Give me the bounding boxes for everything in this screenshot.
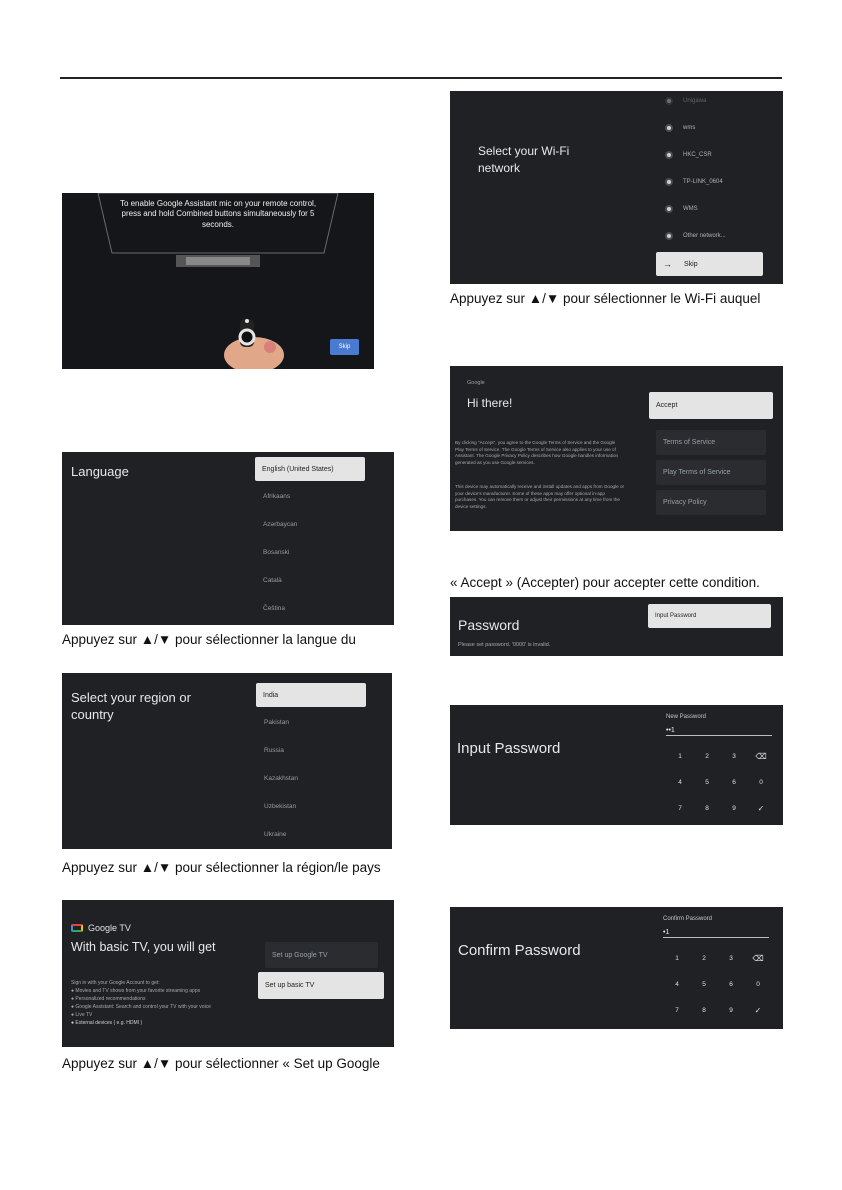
- region-option-selected[interactable]: India: [256, 683, 366, 707]
- googletv-title: With basic TV, you will get: [71, 940, 216, 954]
- language-option[interactable]: Čeština: [263, 605, 286, 612]
- keypad-key[interactable]: 8: [705, 805, 709, 812]
- language-caption: Appuyez sur ▲/▼ pour sélectionner la langue du: [62, 632, 356, 647]
- wifi-skip-button[interactable]: → Skip: [656, 252, 763, 276]
- new-password-field[interactable]: ••1: [666, 727, 772, 736]
- wifi-title: Select your Wi-Fi network: [478, 144, 570, 175]
- backspace-icon[interactable]: ⌫: [752, 954, 764, 963]
- input-password-button[interactable]: Input Password: [648, 604, 771, 628]
- wifi-icon: [665, 151, 673, 159]
- wifi-network-item[interactable]: wms: [665, 124, 695, 132]
- terms-title: Hi there!: [467, 396, 513, 410]
- keypad-key[interactable]: 2: [702, 955, 706, 962]
- language-option[interactable]: Azərbaycan: [263, 521, 298, 528]
- password-note: Please set password. '0000' is invalid.: [458, 642, 551, 648]
- keypad-key[interactable]: 5: [705, 779, 709, 786]
- skip-button[interactable]: Skip: [330, 339, 359, 355]
- wifi-caption: Appuyez sur ▲/▼ pour sélectionner le Wi-Fi auquel: [450, 291, 761, 306]
- region-option[interactable]: Uzbekistan: [264, 803, 297, 810]
- password-title: Password: [458, 617, 520, 633]
- confirm-password-field[interactable]: •1: [663, 929, 769, 938]
- keypad-key[interactable]: 3: [729, 955, 733, 962]
- keypad-key[interactable]: 0: [756, 981, 760, 988]
- remote-hand-graphic: [212, 313, 302, 369]
- wifi-network-item[interactable]: Other network...: [665, 232, 726, 240]
- wifi-network-item[interactable]: Unigawa: [665, 97, 706, 105]
- keypad-key[interactable]: 1: [675, 955, 679, 962]
- googletv-screenshot: [62, 900, 394, 1047]
- region-option[interactable]: Russia: [264, 747, 284, 754]
- keypad-key[interactable]: 0: [759, 779, 763, 786]
- region-screenshot: [62, 673, 392, 849]
- region-caption: Appuyez sur ▲/▼ pour sélectionner la région/le pays: [62, 860, 381, 875]
- keypad-key[interactable]: 6: [732, 779, 736, 786]
- keypad-key[interactable]: 3: [732, 753, 736, 760]
- setup-basic-tv-button[interactable]: Set up basic TV: [258, 972, 384, 999]
- googletv-bullet: ● Live TV: [71, 1012, 93, 1018]
- assistant-screenshot: [62, 193, 374, 369]
- googletv-caption: Appuyez sur ▲/▼ pour sélectionner « Set up Google: [62, 1056, 380, 1071]
- input-password-title: Input Password: [457, 740, 561, 757]
- keypad-key[interactable]: 4: [675, 981, 679, 988]
- keypad-key[interactable]: 9: [729, 1007, 733, 1014]
- region-title: Select your region or country: [71, 690, 191, 722]
- keypad-key[interactable]: 6: [729, 981, 733, 988]
- keypad-key[interactable]: 7: [678, 805, 682, 812]
- googletv-bullet: ● Google Assistant: Search and control your TV with your voice: [71, 1004, 211, 1010]
- terms-paragraph-1: By clicking "Accept", you agree to the Google Terms of Service and the Google Play Terms of Service. The Google Terms of Service also applies to your use of Assistant. The Google Privacy Policy describes how Google handles information generated as you use Google services.: [455, 440, 619, 465]
- wifi-network-item[interactable]: HKC_CSR: [665, 151, 712, 159]
- accept-button[interactable]: Accept: [649, 392, 773, 419]
- keypad-key[interactable]: 4: [678, 779, 682, 786]
- confirm-password-label: Confirm Password: [663, 916, 713, 922]
- input-password-screenshot: [450, 705, 783, 825]
- setup-google-tv-button[interactable]: Set up Google TV: [265, 942, 378, 968]
- assistant-message: To enable Google Assistant mic on your remote control, press and hold Combined buttons simultaneously for 5 seconds.: [119, 199, 317, 229]
- keypad-key[interactable]: 9: [732, 805, 736, 812]
- password-screenshot: [450, 597, 783, 656]
- confirm-password-title: Confirm Password: [458, 942, 581, 959]
- privacy-policy-button[interactable]: Privacy Policy: [656, 490, 766, 515]
- wifi-icon: [665, 124, 673, 132]
- language-option[interactable]: Bosanski: [263, 549, 290, 556]
- wifi-icon: [665, 178, 673, 186]
- googletv-logo: [71, 924, 83, 932]
- arrow-right-icon: →: [663, 259, 672, 269]
- wifi-icon: [665, 205, 673, 213]
- keypad-key[interactable]: 1: [678, 753, 682, 760]
- checkmark-icon[interactable]: ✓: [754, 1006, 762, 1015]
- googletv-bullet: ● External devices ( e.g. HDMI ): [71, 1020, 143, 1026]
- region-option[interactable]: Pakistan: [264, 719, 289, 726]
- keypad-key[interactable]: 2: [705, 753, 709, 760]
- region-option[interactable]: Ukraine: [264, 831, 287, 838]
- checkmark-icon[interactable]: ✓: [757, 804, 765, 813]
- terms-brand: Google: [467, 380, 485, 386]
- wifi-network-item[interactable]: WMS: [665, 205, 698, 213]
- new-password-label: New Password: [666, 714, 707, 720]
- language-option[interactable]: Afrikaans: [263, 493, 291, 500]
- language-screenshot: [62, 452, 394, 625]
- play-terms-button[interactable]: Play Terms of Service: [656, 460, 766, 485]
- keypad-key[interactable]: 7: [675, 1007, 679, 1014]
- language-title: Language: [71, 464, 129, 479]
- terms-of-service-button[interactable]: Terms of Service: [656, 430, 766, 455]
- terms-paragraph-2: This device may automatically receive and install updates and apps from Google or your device's manufacturer. Some of these apps may offer optional in-app purchases. You can remove them or adjust their permissions at any time from the device settings.: [455, 484, 625, 509]
- backspace-icon[interactable]: ⌫: [755, 752, 767, 761]
- terms-screenshot: [450, 366, 783, 531]
- googletv-intro: Sign in with your Google Account to get:: [71, 980, 160, 986]
- add-network-icon: [665, 232, 673, 240]
- googletv-bullet: ● Personalized recommendations: [71, 996, 146, 1002]
- googletv-brand: Google TV: [88, 923, 131, 933]
- confirm-password-screenshot: [450, 907, 783, 1029]
- wifi-network-item[interactable]: TP-LINK_0604: [665, 178, 723, 186]
- language-option[interactable]: Català: [263, 577, 282, 584]
- language-option-selected[interactable]: English (United States): [255, 457, 365, 481]
- keypad-key[interactable]: 5: [702, 981, 706, 988]
- keypad-key[interactable]: 8: [702, 1007, 706, 1014]
- wifi-icon: [665, 97, 673, 105]
- header-rule: [60, 77, 782, 79]
- region-option[interactable]: Kazakhstan: [264, 775, 298, 782]
- googletv-bullet: ● Movies and TV shows from your favorite streaming apps: [71, 988, 201, 994]
- terms-caption: « Accept » (Accepter) pour accepter cette condition.: [450, 575, 760, 590]
